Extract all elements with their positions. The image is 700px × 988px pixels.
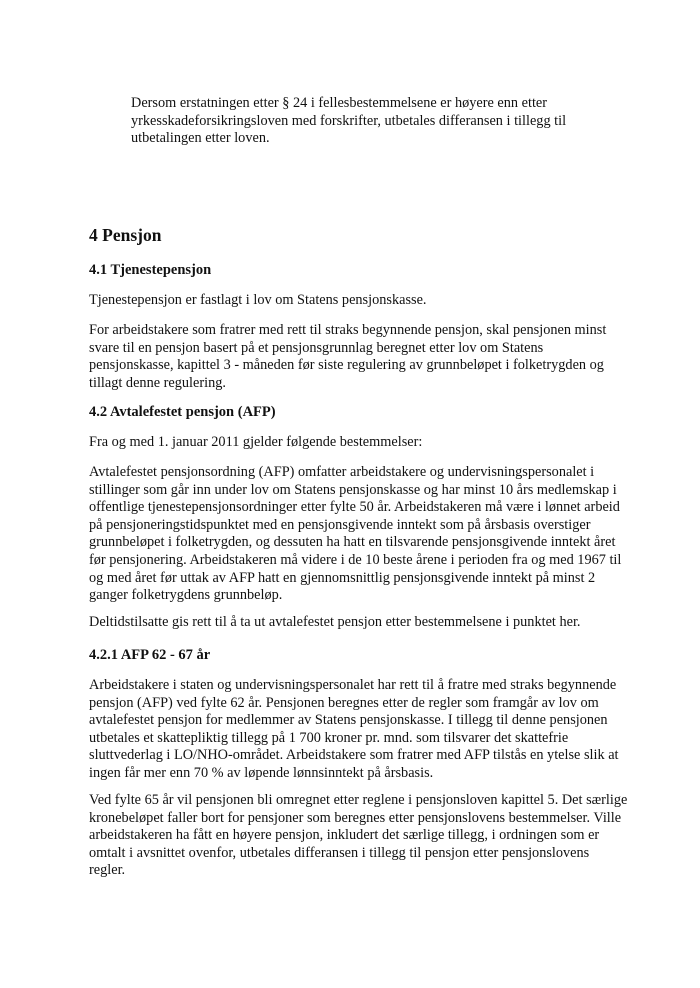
text-line: omtalt i avsnittet ovenfor, utbetales differansen i tillegg til pensjon etter pensjonslovens	[89, 844, 590, 861]
subsection-heading: 4.2.1 AFP 62 - 67 år	[89, 647, 211, 663]
text-line: på pensjoneringstidspunktet med en pensjonsgivende inntekt som på årsbasis overstiger	[89, 516, 591, 533]
text-line: yrkesskadeforsikringsloven med forskrifter, utbetales differansen i tillegg til	[131, 112, 567, 129]
paragraph	[89, 464, 621, 605]
text-line: utbetalingen etter loven.	[131, 130, 270, 147]
text-line: Deltidstilsatte gis rett til å ta ut avtalefestet pensjon etter bestemmelsene i punktet her.	[89, 614, 581, 630]
text-line: før pensjonering. Arbeidstakeren må videre i de 10 beste årene i perioden fra og med 1967 til	[89, 551, 622, 568]
paragraph	[89, 677, 619, 783]
text-line: Tjenestepensjon er fastlagt i lov om Statens pensjonskasse.	[89, 292, 427, 308]
subsection-heading: 4.2 Avtalefestet pensjon (AFP)	[89, 404, 276, 420]
subsection-heading: 4.1 Tjenestepensjon	[89, 262, 212, 278]
section-heading: 4 Pensjon	[89, 225, 162, 245]
text-line: Avtalefestet pensjonsordning (AFP) omfatter arbeidstakere og undervisningspersonalet i	[89, 464, 595, 480]
text-line: stillinger som går inn under lov om Statens pensjonskasse og har minst 10 års medlemskap i	[89, 481, 617, 498]
paragraph	[89, 292, 427, 310]
paragraph	[89, 434, 422, 452]
intro-paragraph	[131, 95, 566, 148]
text-line: grunnbeløpet i folketrygden, og dessuten ha hatt en tilsvarende pensjonsgivende inntekt året	[89, 534, 616, 551]
text-line: sluttvederlag i LO/NHO-området. Arbeidstakere som fratrer med AFP tilstås en ytelse slik at	[89, 747, 619, 764]
paragraph	[89, 322, 606, 392]
text-line: ingen får mer enn 70 % av løpende lønnsinntekt på årsbasis.	[89, 764, 434, 781]
paragraph	[89, 792, 627, 880]
text-line: For arbeidstakere som fratrer med rett til straks begynnende pensjon, skal pensjonen minst	[89, 322, 607, 338]
text-line: tillagt denne regulering.	[89, 374, 226, 391]
text-line: avtalefestet pensjon for medlemmer av Statens pensjonskasse. I tillegg til denne pensjonen	[89, 712, 608, 729]
text-line: offentlige tjenestepensjonsordninger etter fylte 50 år. Arbeidstakeren må være i lønnet arbeid	[89, 499, 620, 516]
text-line: Dersom erstatningen etter § 24 i fellesbestemmelsene er høyere enn etter	[131, 95, 548, 111]
text-line: kronebeløpet faller bort for pensjoner som beregnes etter pensjonslovens bestemmelser. Ville	[89, 809, 622, 826]
text-line: svare til en pensjon basert på et pensjonsgrunnlag beregnet etter lov om Statens	[89, 339, 544, 356]
text-line: utbetales et skattepliktig tillegg på 1 700 kroner pr. mnd. som tilsvarer det skattefrie	[89, 729, 569, 746]
text-line: ganger folketrygdens grunnbeløp.	[89, 587, 283, 604]
text-line: Fra og med 1. januar 2011 gjelder følgende bestemmelser:	[89, 434, 423, 450]
text-line: pensjonskasse, kapittel 3 - måneden før siste regulering av grunnbeløpet i folketrygden og	[89, 357, 604, 374]
text-line: Ved fylte 65 år vil pensjonen bli omregnet etter reglene i pensjonsloven kapittel 5. Det særlige	[89, 792, 628, 808]
text-line: arbeidstakeren ha fått en høyere pensjon, inkludert det særlige tillegg, i ordningen som er	[89, 827, 600, 844]
text-line: pensjon (AFP) ved fylte 62 år. Pensjonen beregnes etter de regler som framgår av lov om	[89, 694, 599, 711]
text-line: Arbeidstakere i staten og undervisningspersonalet har rett til å fratre med straks begynnende	[89, 677, 617, 693]
paragraph	[89, 614, 581, 632]
text-line: regler.	[89, 862, 126, 879]
text-line: og med året før uttak av AFP hatt en gjennomsnittlig pensjonsgivende inntekt på minst 2	[89, 569, 596, 586]
